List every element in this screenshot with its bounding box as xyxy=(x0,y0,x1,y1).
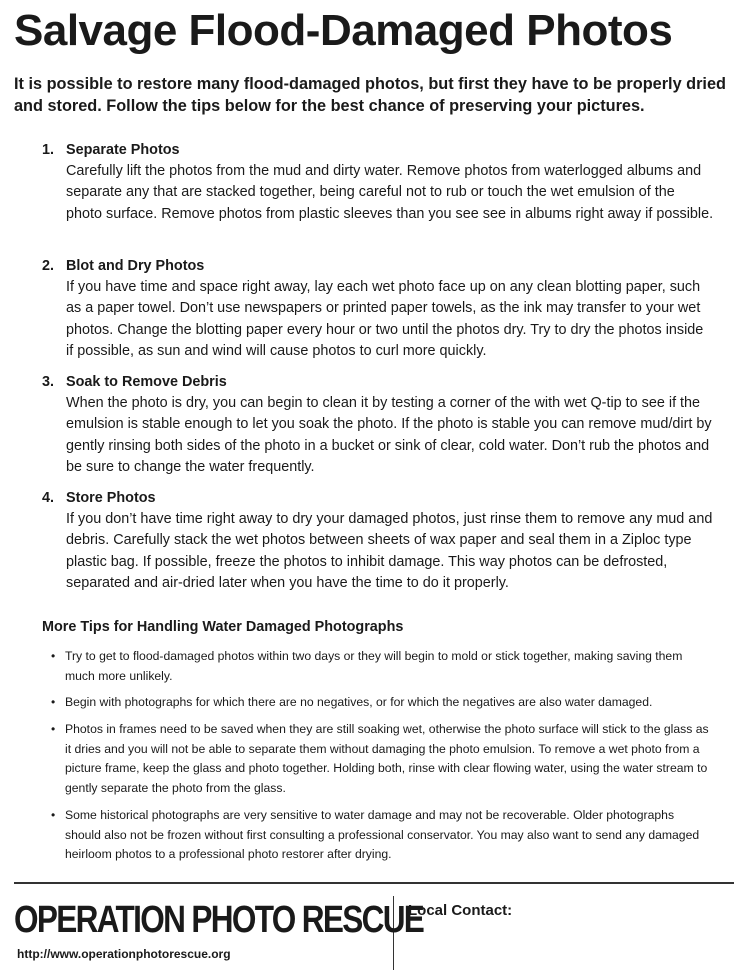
bullet-icon: • xyxy=(51,649,56,663)
step-body: When the photo is dry, you can begin to clean it by testing a corner of the with wet Q-tip to see if the emulsion is stable enough to let you soak the photo. If the photo is stable you can remove mud/dirt by gently rinsing both sides of the photo in a bucket or sink of clear, cold water. Don’t rub the photos and be sure to change the water frequently. xyxy=(66,395,712,476)
footer-divider xyxy=(14,882,734,884)
step-title: Blot and Dry Photos xyxy=(66,258,205,274)
tips-heading: More Tips for Handling Water Damaged Photographs xyxy=(42,619,404,635)
tip-text: Photos in frames need to be saved when they are still soaking wet, otherwise the photo surface will stick to the glass as it dries and you will not be able to separate them without damaging the photo emulsion. To remove a wet photo from a picture frame, keep the glass and photo together. Holding both, rinse with clear flowing water, using the water stream to gently separate the photo from the glass. xyxy=(65,722,709,795)
step-title: Separate Photos xyxy=(66,142,180,158)
tip-text: Begin with photographs for which there are no negatives, or for which the negatives are also water damaged. xyxy=(65,695,653,709)
step-number: 2. xyxy=(42,258,55,274)
bullet-icon: • xyxy=(51,695,56,709)
website-link[interactable]: http://www.operationphotorescue.org xyxy=(17,947,231,961)
local-contact-label: Local Contact: xyxy=(408,902,513,919)
bullet-icon: • xyxy=(51,808,56,822)
step-body: If you don’t have time right away to dry your damaged photos, just rinse them to remove any mud and debris. Carefully stack the wet photos between sheets of wax paper and seal them in a Ziploc type plastic bag. If possible, freeze the photos to inhibit damage. This way photos can be defrosted, separated and air-dried later when you have the time to do it properly. xyxy=(66,511,713,592)
page-title: Salvage Flood-Damaged Photos xyxy=(14,6,673,55)
step-title: Soak to Remove Debris xyxy=(66,374,227,390)
step-number: 4. xyxy=(42,490,55,506)
intro-paragraph: It is possible to restore many flood-damaged photos, but first they have to be properly dried and stored. Follow the tips below for the best chance of preserving your pictures. xyxy=(14,75,726,115)
tip-text: Some historical photographs are very sensitive to water damage and may not be recoverable. Older photographs should also not be frozen without first consulting a professional conservator. You may also want to send any damaged heirloom photos to a professional photo restorer after drying. xyxy=(65,808,700,861)
bullet-icon: • xyxy=(51,722,56,736)
step-body: If you have time and space right away, lay each wet photo face up on any clean blotting paper, such as a paper towel. Don’t use newspapers or printed paper towels, as the ink may transfer to your wet photos. Change the blotting paper every hour or two until the photos dry. Try to dry the photos inside if possible, as sun and wind will cause photos to curl more quickly. xyxy=(66,279,704,360)
step-body: Carefully lift the photos from the mud and dirty water. Remove photos from waterlogged albums and separate any that are stacked together, being careful not to rub or touch the wet emulsion of the photo surface. Remove photos from plastic sleeves than you see see in albums right away if possible. xyxy=(66,163,714,222)
brand-logo: OPERATION PHOTO RESCUE xyxy=(14,899,424,941)
step-title: Store Photos xyxy=(66,490,156,506)
tip-text: Try to get to flood-damaged photos within two days or they will begin to mold or stick together, making saving them much more unlikely. xyxy=(65,649,683,683)
step-number: 3. xyxy=(42,374,55,390)
step-number: 1. xyxy=(42,142,55,158)
